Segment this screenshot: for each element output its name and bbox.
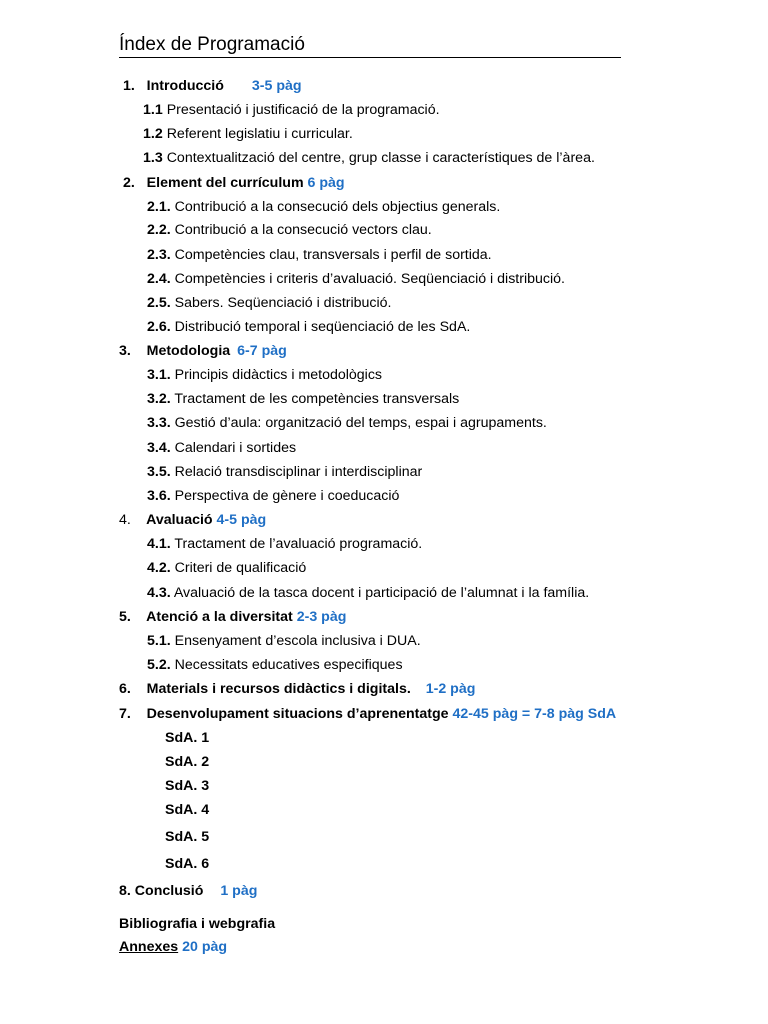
annexes-label: Annexes	[119, 939, 179, 955]
subsection-3-1	[147, 366, 382, 384]
annexes-line	[119, 938, 227, 956]
subsection-4-1	[147, 535, 422, 553]
section-6	[119, 680, 475, 698]
section-number: 4.	[119, 512, 131, 528]
subsection-2-1	[147, 198, 500, 216]
section-7	[119, 705, 616, 723]
subsection-3-5	[147, 463, 422, 481]
subsection-number: 2.6.	[147, 319, 171, 335]
sda-item-6: SdA. 6	[165, 856, 210, 872]
sda-item-4: SdA. 4	[165, 802, 210, 818]
section-number: 3.	[119, 343, 131, 359]
subsection-label: Contextualització del centre, grup classe i característiques de l’àrea.	[166, 150, 595, 166]
subsection-1-2	[143, 125, 353, 143]
subsection-number: 3.4.	[147, 440, 171, 456]
subsection-label: Competències i criteris d’avaluació. Seqüenciació i distribució.	[174, 271, 565, 287]
subsection-2-2	[147, 221, 432, 239]
section-label: Element del currículum	[146, 175, 304, 191]
section-3	[119, 342, 287, 360]
section-label: Desenvolupament situacions d’aprenentatge	[146, 706, 449, 722]
subsection-label: Principis didàctics i metodològics	[174, 367, 383, 383]
subsection-3-6	[147, 487, 399, 505]
section-pages: 1-2 pàg	[425, 681, 476, 697]
subsection-number: 3.3.	[147, 415, 171, 431]
section-label: Metodologia	[146, 343, 231, 359]
section-pages: 2-3 pàg	[296, 609, 347, 625]
subsection-2-3	[147, 246, 492, 264]
subsection-2-4	[147, 270, 565, 288]
subsection-2-6	[147, 318, 470, 336]
subsection-number: 3.5.	[147, 464, 171, 480]
subsection-label: Calendari i sortides	[174, 440, 297, 456]
section-8	[119, 882, 257, 900]
subsection-3-4	[147, 439, 296, 457]
sda-item-5: SdA. 5	[165, 829, 210, 845]
section-number: 6.	[119, 681, 131, 697]
bibliography-heading: Bibliografia i webgrafia	[119, 916, 276, 932]
subsection-2-5	[147, 294, 392, 312]
subsection-3-2	[147, 390, 459, 408]
subsection-1-3	[143, 149, 595, 167]
subsection-label: Sabers. Seqüenciació i distribució.	[174, 295, 392, 311]
subsection-label: Contribució a la consecució dels objectius generals.	[174, 199, 501, 215]
subsection-5-2	[147, 656, 403, 674]
section-pages: 6-7 pàg	[237, 343, 287, 359]
section-number: 1.	[123, 78, 135, 94]
subsection-label: Gestió d’aula: organització del temps, espai i agrupaments.	[174, 415, 547, 431]
subsection-label: Tractament de l’avaluació programació.	[174, 536, 423, 552]
subsection-label: Competències clau, transversals i perfil de sortida.	[174, 247, 492, 263]
subsection-number: 5.1.	[147, 633, 171, 649]
subsection-number: 3.1.	[147, 367, 171, 383]
subsection-number: 2.4.	[147, 271, 171, 287]
subsection-label: Necessitats educatives especifiques	[174, 657, 403, 673]
sda-item-1: SdA. 1	[165, 730, 210, 746]
subsection-5-1	[147, 632, 421, 650]
subsection-label: Perspectiva de gènere i coeducació	[174, 488, 400, 504]
subsection-4-3	[147, 584, 589, 602]
subsection-label: Distribució temporal i seqüenciació de les SdA.	[174, 319, 471, 335]
section-pages: 3-5 pàg	[251, 78, 302, 94]
subsection-number: 2.5.	[147, 295, 171, 311]
subsection-label: Criteri de qualificació	[174, 560, 307, 576]
subsection-label: Tractament de les competències transversals	[174, 391, 460, 407]
subsection-label: Relació transdisciplinar i interdisciplinar	[174, 464, 423, 480]
section-pages: 1 pàg	[220, 883, 258, 899]
section-number: 2.	[123, 175, 135, 191]
subsection-number: 3.2.	[147, 391, 171, 407]
subsection-number: 4.1.	[147, 536, 171, 552]
section-label: Atenció a la diversitat	[146, 609, 293, 625]
subsection-number: 4.2.	[147, 560, 171, 576]
subsection-number: 3.6.	[147, 488, 171, 504]
section-5	[119, 608, 346, 626]
page-title: Índex de Programació	[119, 33, 621, 58]
subsection-number: 5.2.	[147, 657, 171, 673]
subsection-4-2	[147, 559, 306, 577]
section-label: Introducció	[146, 78, 224, 94]
section-pages: 4-5 pàg	[216, 512, 267, 528]
subsection-number: 1.1	[143, 102, 163, 118]
section-number: 7.	[119, 706, 131, 722]
section-1	[123, 77, 302, 95]
subsection-label: Avaluació de la tasca docent i participació de l’alumnat i la família.	[173, 585, 590, 601]
subsection-label: Contribució a la consecució vectors clau.	[174, 222, 432, 238]
subsection-label: Referent legislatiu i curricular.	[166, 126, 353, 142]
subsection-label: Ensenyament d’escola inclusiva i DUA.	[174, 633, 421, 649]
subsection-label: Presentació i justificació de la programació.	[166, 102, 440, 118]
section-pages: 6 pàg	[307, 175, 345, 191]
subsection-1-1	[143, 101, 440, 119]
section-label: Avaluació	[146, 512, 213, 528]
subsection-3-3	[147, 414, 547, 432]
annexes-pages: 20 pàg	[182, 939, 228, 955]
subsection-number: 1.2	[143, 126, 163, 142]
section-2	[123, 174, 345, 192]
subsection-number: 2.2.	[147, 222, 171, 238]
subsection-number: 2.1.	[147, 199, 171, 215]
section-number: 5.	[119, 609, 131, 625]
section-label: Conclusió	[134, 883, 204, 899]
section-4	[119, 511, 266, 529]
subsection-number: 4.3.	[147, 585, 171, 601]
section-number: 8.	[119, 883, 131, 899]
sda-item-2: SdA. 2	[165, 754, 210, 770]
subsection-number: 2.3.	[147, 247, 171, 263]
sda-item-3: SdA. 3	[165, 778, 210, 794]
section-pages: 42-45 pàg = 7-8 pàg SdA	[452, 706, 617, 722]
subsection-number: 1.3	[143, 150, 163, 166]
section-label: Materials i recursos didàctics i digitals.	[146, 681, 411, 697]
